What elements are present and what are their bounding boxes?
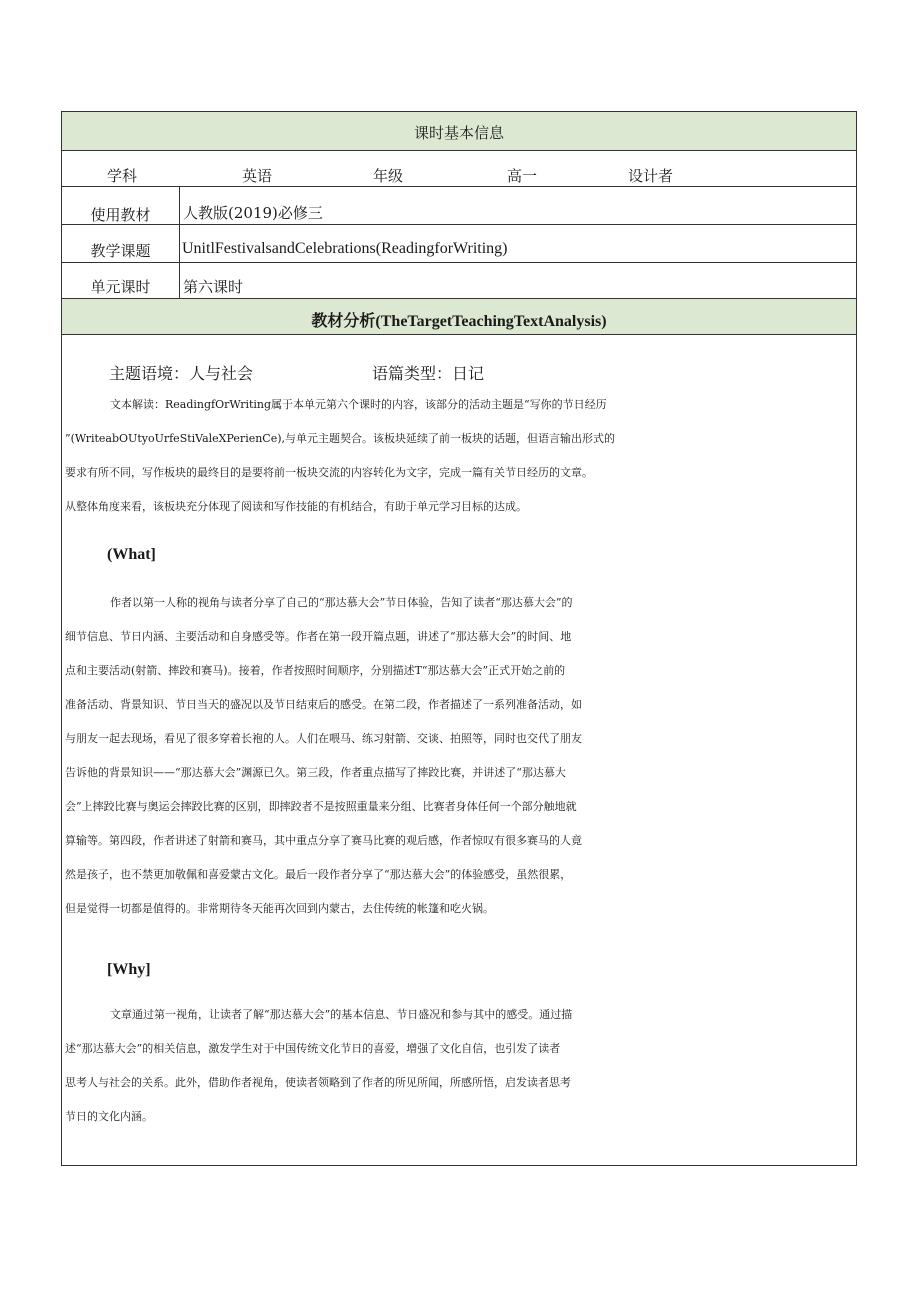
- what-line: 与朋友一起去现场，看见了很多穿着长袍的人。人们在喂马、练习射箭、交谈、拍照等，同时也交代了朋友: [65, 732, 582, 745]
- intro-line: ”(WriteabOUtyoUrfeStiValeXPerienCe),与单元主题契合。该板块延续了前一板块的话题，但语言输出形式的: [65, 432, 616, 445]
- basic-info-header-row: [62, 112, 856, 151]
- topic-row: [62, 225, 856, 263]
- subject-row: [62, 151, 856, 187]
- what-line: 点和主要活动(射箭、摔跤和赛马)。接着，作者按照时间顺序，分别描述T“那达慕大会”正式开始之前的: [65, 664, 566, 677]
- period-label: 单元课时: [90, 278, 151, 296]
- what-line: 算输等。第四段，作者讲述了射箭和赛马，其中重点分享了赛马比赛的观后感，作者惊叹有很多赛马的人竟: [65, 834, 582, 847]
- grade-label: 年级: [373, 167, 404, 185]
- textbook-row: [62, 187, 856, 225]
- analysis-header-row: [62, 299, 856, 335]
- what-line: 告诉他的背景知识——“那达慕大会”渊源已久。第三段，作者重点描写了摔跤比赛，并讲述了“那达慕大: [65, 766, 566, 779]
- what-paragraph: [65, 586, 855, 926]
- why-line: 文章通过第一视角，让读者了解“那达慕大会”的基本信息、节日盛况和参与其中的感受。通过描: [110, 1008, 573, 1021]
- intro-line: 文本解读：ReadingfOrWriting属于本单元第六个课时的内容，该部分的活动主题是“写你的节日经历: [110, 398, 607, 411]
- grade-value: 高一: [507, 167, 538, 185]
- text-type: 语篇类型：日记: [372, 364, 485, 383]
- lesson-plan-table: [61, 111, 857, 1166]
- textbook-value: 人教版(2019)必修三: [183, 204, 323, 222]
- basic-info-header: 课时基本信息: [413, 124, 504, 142]
- what-line: 准备活动、背景知识、节日当天的盛况以及节日结束后的感受。在第二段，作者描述了一系列准备活动，如: [65, 698, 582, 711]
- subject-label: 学科: [107, 167, 138, 185]
- designer-label: 设计者: [628, 167, 674, 185]
- what-line: 然是孩子，也不禁更加敬佩和喜爱蒙古文化。最后一段作者分享了“那达慕大会”的体验感受，虽然很累，: [65, 868, 572, 881]
- why-line: 节日的文化内涵。: [65, 1110, 153, 1123]
- what-line: 会”上摔跤比赛与奥运会摔跤比赛的区别，即摔跤者不是按照重量来分组、比赛者身体任何一个部分触地就: [65, 800, 577, 813]
- intro-line: 要求有所不同，写作板块的最终目的是要将前一板块交流的内容转化为文字，完成一篇有关节日经历的文章。: [65, 466, 593, 479]
- period-row: [62, 263, 856, 299]
- textbook-label-cell: [62, 187, 180, 224]
- subject-value: 英语: [242, 167, 273, 185]
- period-label-cell: [62, 263, 180, 298]
- topic-value: UnitlFestivalsandCelebrations(ReadingforWriting): [182, 240, 508, 257]
- topic-label: 教学课题: [90, 242, 151, 260]
- analysis-header: 教材分析(TheTargetTeachingTextAnalysis): [311, 313, 607, 330]
- textbook-label: 使用教材: [90, 206, 151, 224]
- what-line: 作者以第一人称的视角与读者分享了自己的“那达慕大会”节日体验，告知了读者“那达慕大会”的: [110, 596, 573, 609]
- what-line: 细节信息、节日内涵、主要活动和自身感受等。作者在第一段开篇点题，讲述了“那达慕大会”的时间、地: [65, 630, 572, 643]
- intro-line: 从整体角度来看，该板块充分体现了阅读和写作技能的有机结合，有助于单元学习目标的达成。: [65, 500, 527, 513]
- topic-label-cell: [62, 225, 180, 262]
- why-line: 述“那达慕大会”的相关信息，激发学生对于中国传统文化节日的喜爱，增强了文化自信，也引发了读者: [65, 1042, 561, 1055]
- what-heading: (What]: [107, 546, 156, 563]
- theme-context: 主题语境：人与社会: [109, 364, 254, 383]
- what-line: 但是觉得一切都是值得的。非常期待冬天能再次回到内蒙古，去住传统的帐篷和吃火锅。: [65, 902, 494, 915]
- why-heading: [Why]: [107, 961, 151, 978]
- why-paragraph: [65, 998, 855, 1134]
- intro-paragraph: [65, 388, 855, 524]
- period-value: 第六课时: [183, 278, 244, 296]
- why-line: 思考人与社会的关系。此外，借助作者视角，使读者领略到了作者的所见所闻，所感所悟，启发读者思考: [65, 1076, 571, 1089]
